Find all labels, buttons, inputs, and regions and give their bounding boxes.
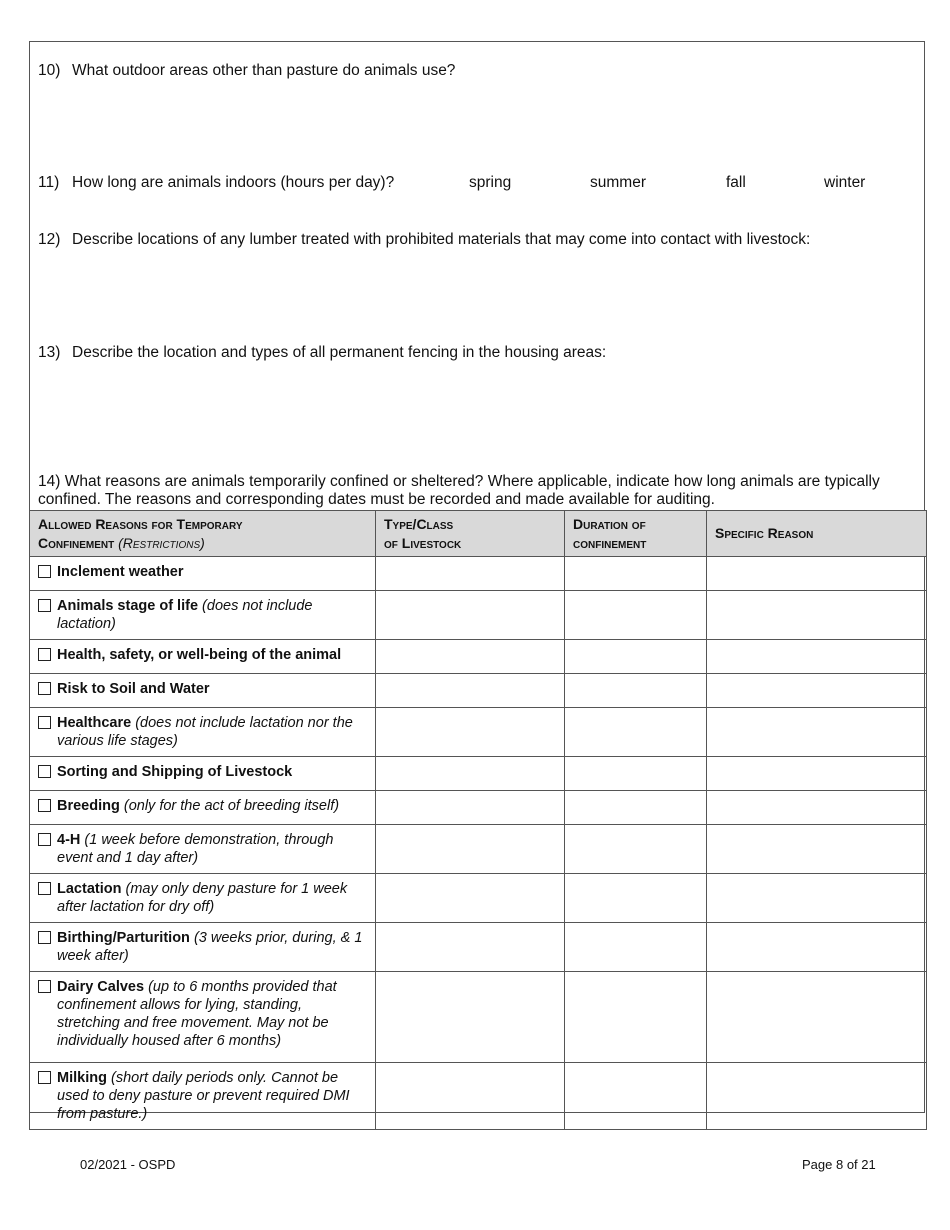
specific-reason-cell[interactable] [707, 791, 927, 825]
reason-cell [30, 923, 376, 972]
reason-label: Health, safety, or well-being of the animal [57, 647, 342, 663]
reason-checkbox[interactable] [38, 648, 51, 661]
reason-checkbox[interactable] [38, 931, 51, 944]
season-summer-label: summer [590, 174, 646, 191]
table-row [30, 640, 927, 674]
specific-reason-cell[interactable] [707, 674, 927, 708]
specific-reason-cell[interactable] [707, 1063, 927, 1130]
reason-label: Lactation [57, 881, 122, 897]
season-spring-label: spring [469, 174, 512, 191]
duration-cell[interactable] [565, 874, 707, 923]
reason-note: (only for the act of breeding itself) [123, 798, 340, 814]
duration-cell[interactable] [565, 825, 707, 874]
confinement-table [29, 510, 927, 1130]
reason-checkbox[interactable] [38, 882, 51, 895]
table-row [30, 825, 927, 874]
specific-reason-cell[interactable] [707, 757, 927, 791]
reason-note: (may only deny pasture for 1 week after lactation for dry off) [57, 881, 348, 915]
reason-checkbox[interactable] [38, 1071, 51, 1084]
duration-cell[interactable] [565, 1063, 707, 1130]
reason-text [57, 680, 210, 698]
reason-label: Risk to Soil and Water [57, 681, 210, 697]
reason-note: (up to 6 months provided that confinement allows for lying, standing, stretching and free movement. May not be individually housed after 6 months) [57, 979, 337, 1049]
question-12-number: 12) [38, 231, 61, 248]
reason-checkbox[interactable] [38, 833, 51, 846]
specific-reason-cell[interactable] [707, 923, 927, 972]
reason-text [57, 763, 292, 781]
reason-cell [30, 557, 376, 591]
table-row [30, 591, 927, 640]
reason-cell [30, 791, 376, 825]
reason-label: 4-H [57, 832, 81, 848]
duration-cell[interactable] [565, 640, 707, 674]
reason-text [57, 563, 184, 581]
reason-checkbox[interactable] [38, 565, 51, 578]
header-duration: Duration of confinement [565, 511, 707, 557]
type-class-cell[interactable] [376, 972, 565, 1063]
table-row [30, 1063, 927, 1130]
duration-cell[interactable] [565, 557, 707, 591]
table-row [30, 972, 927, 1063]
reason-checkbox[interactable] [38, 765, 51, 778]
reason-label: Inclement weather [57, 564, 184, 580]
specific-reason-cell[interactable] [707, 972, 927, 1063]
header-restrictions: (Restrictions) [118, 534, 205, 551]
duration-cell[interactable] [565, 591, 707, 640]
question-11-number: 11) [38, 174, 60, 191]
question-13-number: 13) [38, 344, 61, 361]
question-10-number: 10) [38, 62, 61, 79]
duration-cell[interactable] [565, 708, 707, 757]
reason-text [57, 929, 367, 965]
question-10-text: What outdoor areas other than pasture do animals use? [72, 62, 456, 79]
reason-cell [30, 591, 376, 640]
reason-text [57, 978, 367, 1050]
type-class-cell[interactable] [376, 640, 565, 674]
reason-label: Animals stage of life [57, 598, 199, 614]
table-row [30, 874, 927, 923]
reason-label: Healthcare [57, 715, 132, 731]
footer-page-number: Page 8 of 21 [802, 1157, 876, 1172]
table-row [30, 791, 927, 825]
header-specific-reason: Specific Reason [707, 511, 927, 557]
reason-cell [30, 674, 376, 708]
specific-reason-cell[interactable] [707, 557, 927, 591]
reason-note: (does not include lactation nor the various life stages) [57, 715, 353, 749]
type-class-cell[interactable] [376, 923, 565, 972]
question-12-text: Describe locations of any lumber treated with prohibited materials that may come into contact with livestock: [72, 231, 811, 248]
reason-note: (1 week before demonstration, through event and 1 day after) [57, 832, 334, 866]
reason-cell [30, 640, 376, 674]
season-fall-label: fall [726, 174, 746, 191]
reason-cell [30, 825, 376, 874]
reason-text [57, 831, 367, 867]
reason-label: Birthing/Parturition [57, 930, 190, 946]
table-row [30, 757, 927, 791]
question-13 [38, 344, 606, 362]
header-type-class: Type/Class of Livestock [376, 511, 565, 557]
question-12 [38, 231, 810, 249]
reason-note: (3 weeks prior, during, & 1 week after) [57, 930, 363, 964]
reason-note: (does not include lactation) [57, 598, 313, 632]
reason-checkbox[interactable] [38, 716, 51, 729]
duration-cell[interactable] [565, 757, 707, 791]
duration-cell[interactable] [565, 923, 707, 972]
reason-cell [30, 972, 376, 1063]
reason-checkbox[interactable] [38, 599, 51, 612]
table-row [30, 674, 927, 708]
season-winter-label: winter [824, 174, 866, 191]
type-class-cell[interactable] [376, 1063, 565, 1130]
specific-reason-cell[interactable] [707, 708, 927, 757]
question-13-text: Describe the location and types of all permanent fencing in the housing areas: [72, 344, 607, 361]
reason-cell [30, 708, 376, 757]
specific-reason-cell[interactable] [707, 825, 927, 874]
reason-text [57, 797, 339, 815]
reason-checkbox[interactable] [38, 980, 51, 993]
reason-label: Breeding [57, 798, 120, 814]
reason-text [57, 646, 341, 664]
footer-date: 02/2021 - OSPD [80, 1157, 176, 1172]
specific-reason-cell[interactable] [707, 640, 927, 674]
reason-checkbox[interactable] [38, 799, 51, 812]
type-class-cell[interactable] [376, 674, 565, 708]
reason-cell [30, 874, 376, 923]
type-class-cell[interactable] [376, 557, 565, 591]
reason-text [57, 1069, 367, 1123]
type-class-cell[interactable] [376, 791, 565, 825]
table-row [30, 708, 927, 757]
duration-cell[interactable] [565, 791, 707, 825]
reason-label: Sorting and Shipping of Livestock [57, 764, 293, 780]
table-row [30, 557, 927, 591]
type-class-cell[interactable] [376, 708, 565, 757]
type-class-cell[interactable] [376, 874, 565, 923]
reason-cell [30, 757, 376, 791]
reason-note: (short daily periods only. Cannot be used to deny pasture or prevent required DMI from pasture.) [57, 1070, 350, 1122]
question-11 [38, 174, 394, 192]
reason-cell [30, 1063, 376, 1130]
table-header-row [30, 511, 927, 557]
reason-label: Dairy Calves [57, 979, 145, 995]
reason-text [57, 880, 367, 916]
specific-reason-cell[interactable] [707, 591, 927, 640]
type-class-cell[interactable] [376, 825, 565, 874]
reason-checkbox[interactable] [38, 682, 51, 695]
reason-text [57, 714, 367, 750]
question-14-text: 14) What reasons are animals temporarily confined or sheltered? Where applicable, indicate how long animals are typically confined. The reasons and corresponding dates must be recorded and made available for auditing. [38, 473, 880, 508]
type-class-cell[interactable] [376, 591, 565, 640]
reason-text [57, 597, 367, 633]
duration-cell[interactable] [565, 674, 707, 708]
duration-cell[interactable] [565, 972, 707, 1063]
type-class-cell[interactable] [376, 757, 565, 791]
question-10 [38, 62, 455, 80]
specific-reason-cell[interactable] [707, 874, 927, 923]
header-allowed-reasons: Allowed Reasons for Temporary Confinement (Restrictions) [30, 511, 376, 557]
question-11-text: How long are animals indoors (hours per day)? [72, 174, 395, 191]
table-row [30, 923, 927, 972]
reason-label: Milking [57, 1070, 107, 1086]
